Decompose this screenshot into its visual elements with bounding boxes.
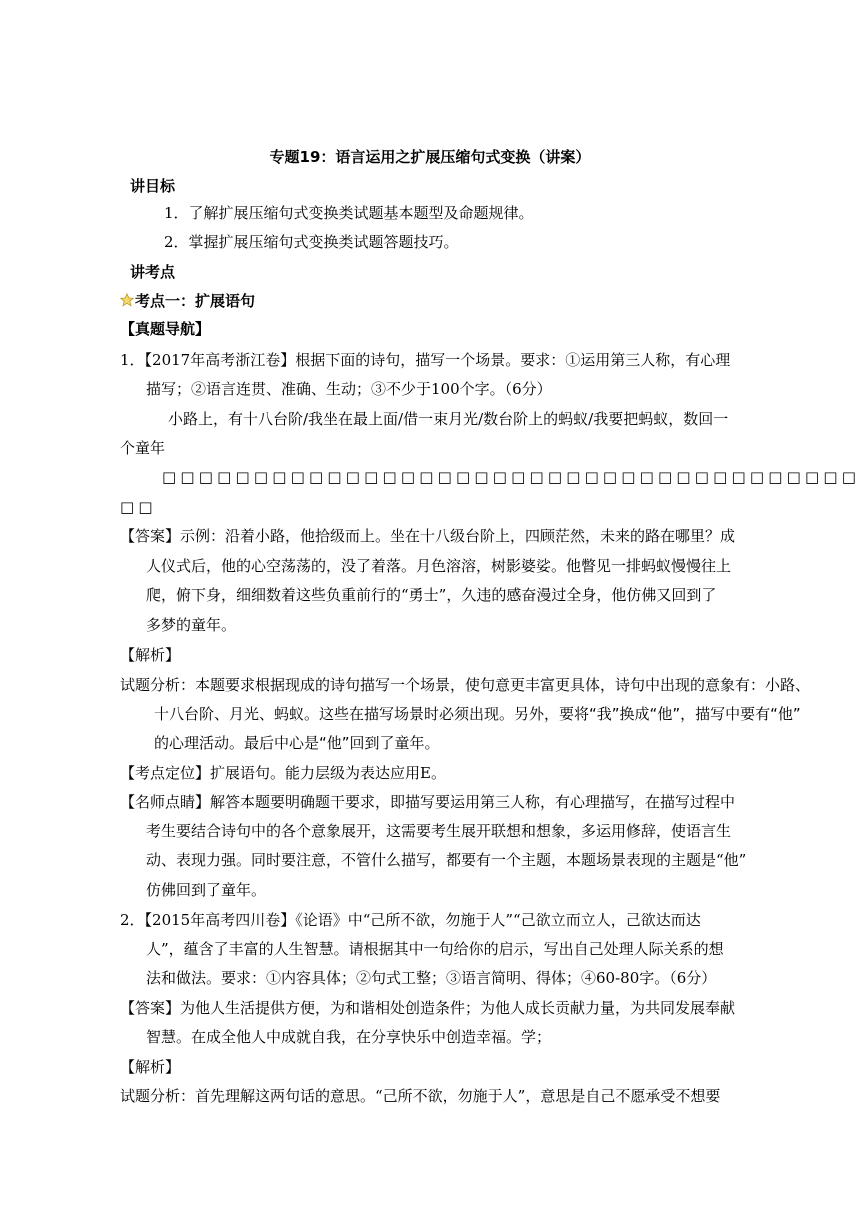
q1-poem-line-1: 小路上，有十八台阶/我坐在最上面/借一束月光/数台阶上的蚂蚁/我要把蚂蚁，数回一 bbox=[168, 410, 729, 428]
q1-tips-line-3: 动、表现力强。同时要注意，不管什么描写，都要有一个主题，本题场景表现的主题是“他” bbox=[146, 851, 747, 869]
q1-line-2: 描写；②语言连贯、准确、生动；③不少于100个字。（6分） bbox=[146, 380, 552, 398]
answer-box-row-2: □□ bbox=[120, 498, 157, 516]
q2-answer-line-2: 智慧。在成全他人中成就自我，在分享快乐中创造幸福。学； bbox=[146, 1028, 552, 1046]
real-questions-heading: 【真题导航】 bbox=[120, 320, 211, 338]
q1-answer-line-3: 爬，俯下身，细细数着这些负重前行的“勇士”，久违的感奋漫过全身，他仿佛又回到了 bbox=[146, 586, 717, 604]
q2-line-2: 人”，蕴含了丰富的人生智慧。请根据其中一句给你的启示，写出自己处理人际关系的想 bbox=[146, 940, 724, 958]
q1-answer-line-4: 多梦的童年。 bbox=[146, 616, 237, 634]
q2-analysis-line-1: 试题分析：首先理解这两句话的意思。“己所不欲，勿施于人”，意思是自己不愿承受不想要 bbox=[120, 1087, 721, 1105]
goals-heading: 讲目标 bbox=[130, 177, 176, 195]
point-1-heading: 考点一：扩展语句 bbox=[135, 292, 256, 310]
q1-position-line: 【考点定位】扩展语句。能力层级为表达应用E。 bbox=[120, 764, 446, 782]
q2-analysis-heading: 【解析】 bbox=[120, 1058, 181, 1076]
q1-analysis-line-3: 的心理活动。最后中心是“他”回到了童年。 bbox=[154, 734, 440, 752]
q1-analysis-line-1: 试题分析：本题要求根据现成的诗句描写一个场景，使句意更丰富更具体，诗句中出现的意象有：小路、 bbox=[120, 676, 811, 694]
answer-box-row-1: □□□□□□□□□□□□□□□□□□□□□□□□□□□□□□□□□□□□□□ bbox=[162, 468, 860, 486]
star-icon bbox=[120, 292, 134, 306]
q2-line-3: 法和做法。要求：①内容具体；②句式工整；③语言简明、得体；④60-80字。（6分） bbox=[146, 969, 717, 987]
q2-line-1: 2．【2015年高考四川卷】《论语》中“己所不欲，勿施于人”“己欲立而立人，己欲达而达 bbox=[120, 911, 701, 929]
q1-poem-line-2: 个童年 bbox=[120, 439, 166, 457]
q1-analysis-line-2: 十八台阶、月光、蚂蚁。这些在描写场景时必须出现。另外，要将“我”换成“他”，描写中要有“他” bbox=[154, 705, 801, 723]
goal-1: 1．了解扩展压缩句式变换类试题基本题型及命题规律。 bbox=[164, 204, 534, 222]
q2-answer-line-1: 【答案】为他人生活提供方便，为和谐相处创造条件；为他人成长贡献力量，为共同发展奉献 bbox=[120, 999, 736, 1017]
document-title: 专题19：语言运用之扩展压缩句式变换（讲案） bbox=[269, 148, 591, 166]
q1-line-1: 1．【2017年高考浙江卷】根据下面的诗句，描写一个场景。要求：①运用第三人称，有心理 bbox=[120, 351, 731, 369]
q1-analysis-heading: 【解析】 bbox=[120, 646, 181, 664]
points-heading: 讲考点 bbox=[130, 263, 176, 281]
q1-answer-line-1: 【答案】示例：沿着小路，他拾级而上。坐在十八级台阶上，四顾茫然，未来的路在哪里？成 bbox=[120, 527, 736, 545]
q1-tips-line-2: 考生要结合诗句中的各个意象展开，这需要考生展开联想和想象，多运用修辞，使语言生 bbox=[146, 822, 732, 840]
goal-2: 2．掌握扩展压缩句式变换类试题答题技巧。 bbox=[164, 233, 459, 251]
q1-answer-line-2: 人仪式后，他的心空荡荡的，没了着落。月色溶溶，树影婆娑。他瞥见一排蚂蚁慢慢往上 bbox=[146, 557, 732, 575]
point-1-heading-row bbox=[120, 291, 255, 311]
q1-tips-line-1: 【名师点睛】解答本题要明确题干要求，即描写要运用第三人称，有心理描写，在描写过程中 bbox=[120, 793, 736, 811]
q1-tips-line-4: 仿佛回到了童年。 bbox=[146, 881, 267, 899]
